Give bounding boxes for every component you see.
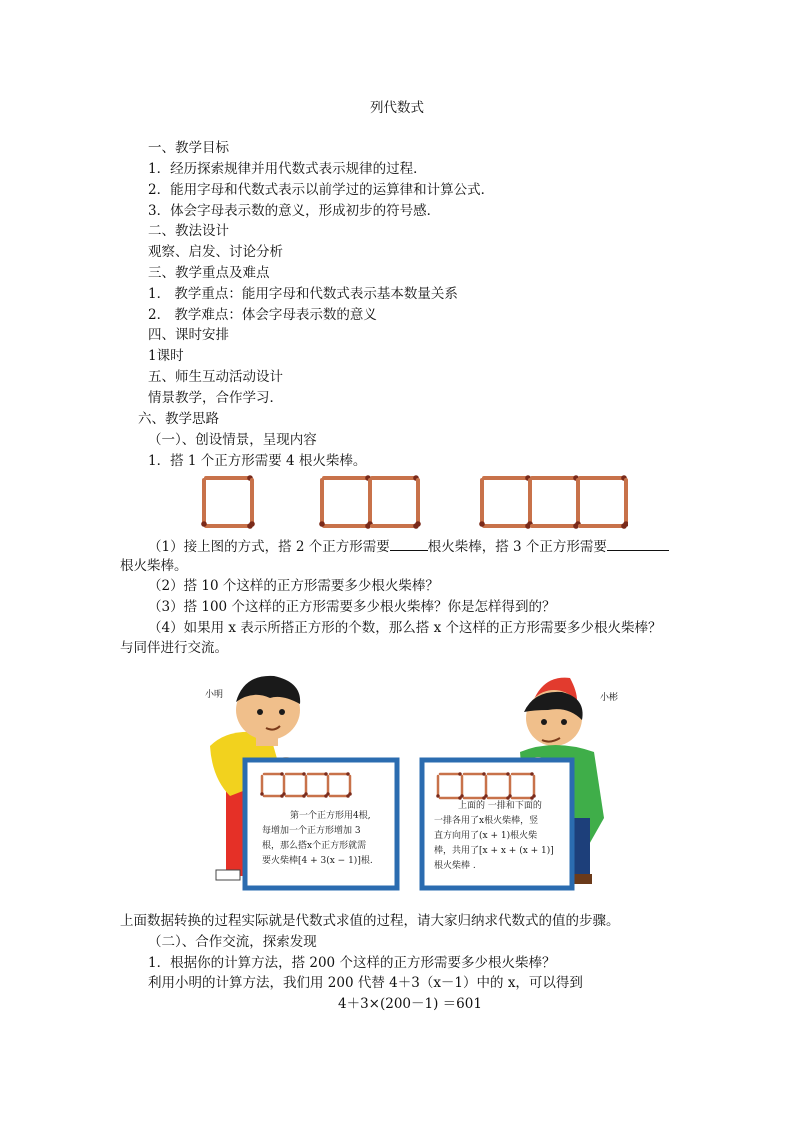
right-panel-line: 根火柴棒 .	[434, 861, 476, 871]
page-title: 列代数式	[370, 100, 424, 116]
matchstick-head	[319, 521, 325, 527]
matchstick-head	[249, 521, 255, 527]
right-panel-line: 棒，共用了[x + x + (x + 1)]	[434, 846, 554, 856]
question-4: （4）如果用 x 表示所搭正方形的个数，那么搭 x 个这样的正方形需要多少根火柴棒？	[148, 620, 662, 636]
answer-blank[interactable]	[390, 537, 428, 551]
text-line: 1．经历探索规律并用代数式表示规律的过程．	[148, 161, 427, 177]
right-panel-line: 一排各用了x根火柴棒，竖	[434, 816, 539, 826]
section-heading: 一、教学目标	[148, 140, 229, 156]
section-heading: 三、教学重点及难点	[148, 265, 270, 281]
right-panel-line: 上面的 一排和下面的	[458, 801, 542, 811]
section-heading: 六、教学思路	[138, 411, 219, 427]
text-line: 1课时	[148, 348, 184, 364]
question-4-continued: 与同伴进行交流。	[120, 640, 228, 656]
left-panel-line: 第一个正方形用4根,	[290, 811, 371, 821]
subsection-heading: （一）、创设情景，呈现内容	[148, 432, 317, 448]
left-explanation-panel	[245, 760, 397, 888]
right-panel-line: 直方向用了(x + 1)根火柴	[434, 831, 538, 841]
matchstick-head	[479, 521, 485, 527]
text-line: 3．体会字母表示数的意义，形成初步的符号感．	[148, 203, 441, 219]
matchstick-head	[415, 521, 421, 527]
section-heading: 四、课时安排	[148, 327, 229, 343]
subsection-heading: （二）、合作交流，探索发现	[148, 934, 317, 950]
matchstick-head	[532, 794, 536, 798]
text-line: 1．搭 1 个正方形需要 4 根火柴棒。	[148, 453, 367, 469]
text-line: 1． 教学重点：能用字母和代数式表示基本数量关系	[148, 286, 458, 302]
matchstick-squares-figure	[198, 474, 628, 530]
text-line: 1．根据你的计算方法，搭 200 个这样的正方形需要多少根火柴棒？	[148, 955, 556, 971]
text-line: 2． 教学难点：体会字母表示数的意义	[148, 307, 377, 323]
left-panel-line: 根，那么搭x个正方形就需	[262, 841, 367, 851]
section-heading: 二、教法设计	[148, 223, 229, 239]
question-1-part-a: （1）接上图的方式，搭 2 个正方形需要	[148, 539, 390, 555]
right-student-name: 小彬	[600, 693, 619, 703]
question-1	[148, 537, 669, 556]
answer-blank[interactable]	[607, 537, 669, 551]
question-2: （2）搭 10 个这样的正方形需要多少根火柴棒？	[148, 578, 439, 594]
text-line: 利用小明的计算方法，我们用 200 代替 4＋3（x－1）中的 x，可以得到	[148, 975, 583, 991]
formula: 4＋3×(200－1) ＝601	[338, 996, 482, 1012]
matchstick-head	[260, 792, 264, 796]
left-panel-line: 每增加一个正方形增加 3	[262, 826, 361, 836]
question-1-continued: 根火柴棒。	[120, 558, 188, 574]
text-line: 观察、启发、讨论分析	[148, 244, 283, 260]
question-1-part-b: 根火柴棒，搭 3 个正方形需要	[427, 539, 607, 555]
cartoon-illustration	[190, 668, 610, 896]
text-line: 情景教学，合作学习．	[148, 390, 283, 406]
summary-line: 上面数据转换的过程实际就是代数式求值的过程，请大家归纳求代数式的值的步骤。	[120, 913, 620, 929]
matchstick-head	[436, 794, 440, 798]
matchstick-head	[201, 521, 207, 527]
section-heading: 五、师生互动活动设计	[148, 369, 283, 385]
left-student-name: 小明	[205, 690, 224, 700]
question-3: （3）搭 100 个这样的正方形需要多少根火柴棒？你是怎样得到的？	[148, 599, 556, 615]
text-line: 2．能用字母和代数式表示以前学过的运算律和计算公式．	[148, 182, 495, 198]
left-panel-line: 要火柴棒[4 + 3(x − 1)]根.	[262, 856, 373, 866]
matchstick-head	[348, 792, 352, 796]
